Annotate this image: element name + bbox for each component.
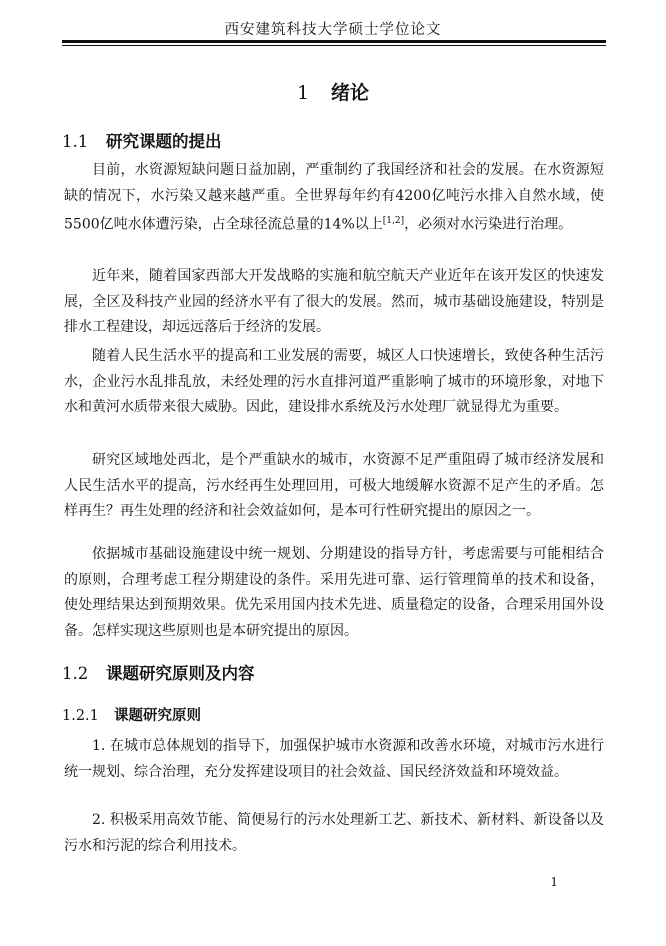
page-number: 1 (550, 875, 558, 889)
paragraph-1-text: 目前，水资源短缺问题日益加剧，严重制约了我国经济和社会的发展。在水资源短缺的情况下，水污染又越来越严重。全世界每年约有4200亿吨污水排入自然水域，使5500亿吨水体遭污染，占全球径流总量的14%以上 (64, 162, 604, 233)
citation-ref: [1,2] (382, 216, 405, 226)
section-title: 研究课题的提出 (106, 132, 222, 151)
principle-item-1: 1. 在城市总体规划的指导下，加强保护城市水资源和改善水环境，对城市污水进行统一规划、综合治理，充分发挥建设项目的社会效益、国民经济效益和环境效益。 (64, 738, 604, 780)
section-heading-1-2 (62, 660, 255, 684)
chapter-number: 1 (296, 82, 310, 104)
paragraph-5: 依据城市基础设施建设中统一规划、分期建设的指导方针，考虑需要与可能相结合的原则，合理考虑工程分期建设的条件。采用先进可靠、运行管理简单的技术和设备，使处理结果达到预期效果。优先采用国内技术先进、质量稳定的设备，合理采用国外设备。怎样实现这些原则也是本研究提出的原因。 (64, 546, 604, 639)
chapter-title (0, 78, 666, 105)
principle-item-2: 2. 积极采用高效节能、简便易行的污水处理新工艺、新技术、新材料、新设备以及污水和污泥的综合利用技术。 (64, 812, 604, 854)
section-number: 1.2 (62, 664, 89, 683)
paragraph-3: 随着人民生活水平的提高和工业发展的需要，城区人口快速增长，致使各种生活污水，企业污水乱排乱放，未经处理的污水直排河道严重影响了城市的环境形象，对地下水和黄河水质带来很大威胁。因此，建设排水系统及污水处理厂就显得尤为重要。 (64, 348, 604, 415)
paragraph-1 (64, 158, 604, 238)
header-rule-thick (62, 40, 606, 43)
paragraph-2: 近年来，随着国家西部大开发战略的实施和航空航天产业近年在该开发区的快速发展，全区及科技产业园的经济水平有了很大的发展。然而，城市基础设施建设，特别是排水工程建设，却远远落后于经济的发展。 (64, 268, 604, 335)
section-title: 课题研究原则及内容 (106, 664, 255, 683)
subsection-heading-1-2-1 (62, 704, 201, 725)
section-number: 1.1 (62, 132, 89, 151)
subsection-title: 课题研究原则 (114, 707, 201, 724)
section-heading-1-1 (62, 128, 222, 152)
running-header: 西安建筑科技大学硕士学位论文 (224, 22, 442, 38)
paragraph-4: 研究区域地处西北，是个严重缺水的城市，水资源不足严重阻碍了城市经济发展和人民生活水平的提高，污水经再生处理回用，可极大地缓解水资源不足产生的矛盾。怎样再生？再生处理的经济和社会效益如何，是本可行性研究提出的原因之一。 (64, 452, 604, 519)
header-rule-thin (62, 45, 606, 46)
paragraph-1-text-end: ，必须对水污染进行治理。 (404, 216, 573, 233)
chapter-title-text: 绪论 (331, 82, 370, 104)
subsection-number: 1.2.1 (62, 708, 99, 724)
